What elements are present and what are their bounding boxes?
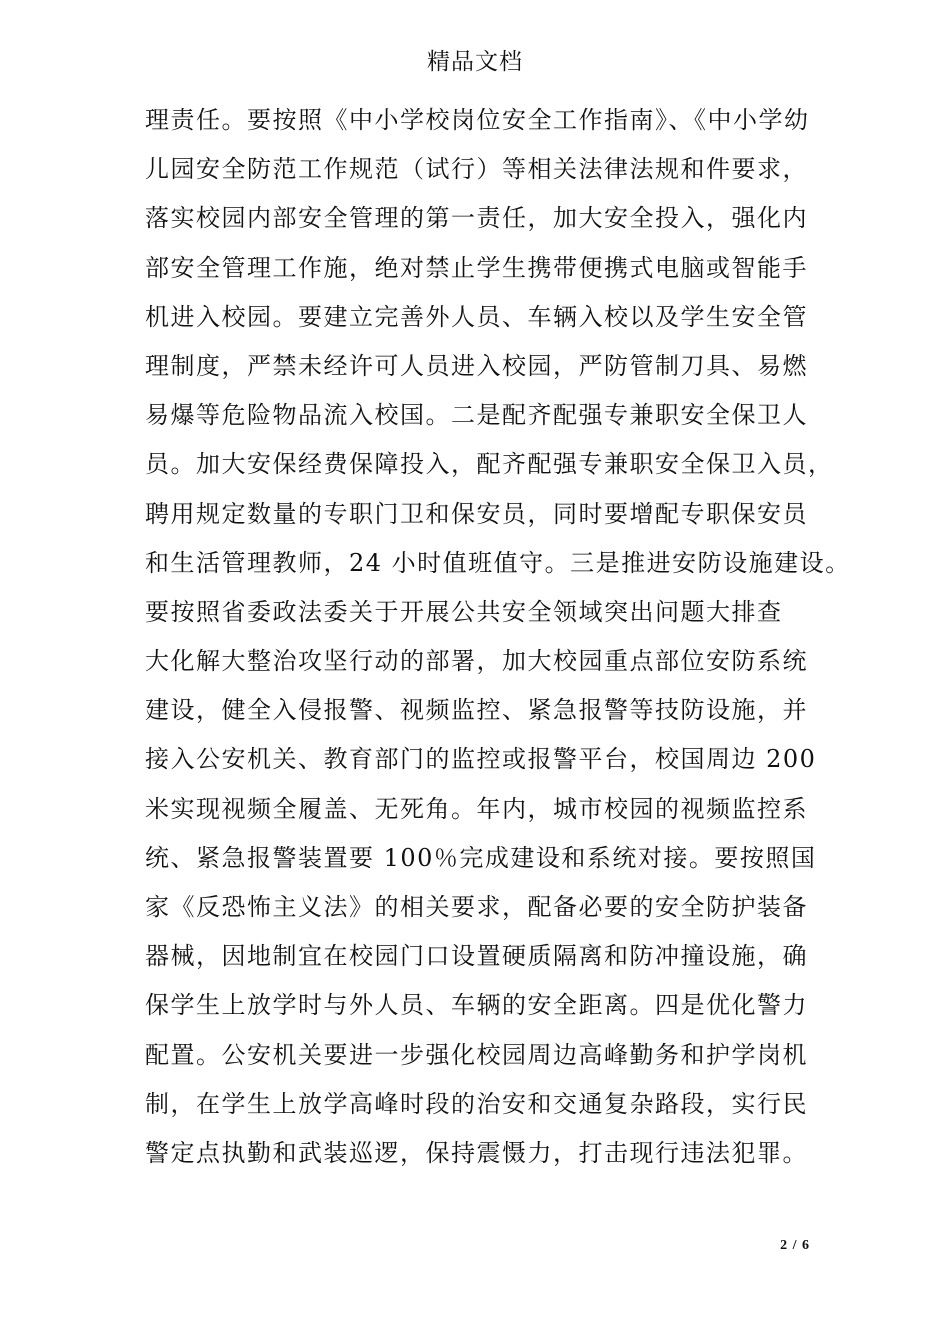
text-line: 接入公安机关、教育部门的监控或报警平台，校国周边 200 (145, 745, 817, 774)
text-line: 统、紧急报警装置要 100％完成建设和系统对接。要按照国 (145, 843, 817, 872)
text-line: 易爆等危险物品流入校国。二是配齐配强专兼职安全保卫人 (145, 401, 808, 430)
text-line: 落实校园内部安全管理的第一责任，加大安全投入，强化内 (145, 204, 808, 233)
text-line: 米实现视频全履盖、无死角。年内，城市校园的视频监控系 (145, 794, 808, 823)
text-line: 儿园安全防范工作规范（试行）等相关法律法规和件要求， (145, 155, 808, 184)
document-body (145, 96, 851, 1178)
text-line: 保学生上放学时与外人员、车辆的安全距离。四是优化警力 (145, 991, 808, 1020)
text-line: 家《反恐怖主义法》的相关要求，配备必要的安全防护装备 (145, 893, 808, 921)
text-line: 员。加大安保经费保障投入，配齐配强专兼职安全保卫入员， (145, 450, 834, 479)
text-line: 大化解大整治攻坚行动的部署，加大校园重点部位安防系统 (145, 647, 808, 676)
text-line: 聘用规定数量的专职门卫和保安员，同时要增配专职保安员 (145, 499, 808, 528)
text-line: 制，在学生上放学高峰时段的治安和交通复杂路段，实行民 (145, 1089, 808, 1118)
text-line: 部安全管理工作施，绝对禁止学生携带便携式电脑或智能手 (145, 253, 808, 282)
text-line: 机进入校园。要建立完善外人员、车辆入校以及学生安全管 (145, 302, 808, 331)
text-line: 建设，健全入侵报警、视频监控、紧急报警等技防设施，并 (145, 696, 808, 725)
text-line: 配置。公安机关要进一步强化校园周边高峰勤务和护学岗机 (145, 1040, 808, 1069)
text-line: 要按照省委政法委关于开展公共安全领域突出问题大排查 (145, 597, 783, 626)
text-line: 器械，因地制宜在校园门口设置硬质隔离和防冲撞设施，确 (145, 942, 808, 971)
page-number: 2 / 6 (780, 1238, 810, 1253)
page-header-title: 精品文档 (427, 49, 523, 75)
text-line: 警定点执勤和武装巡逻，保持震慑力，打击现行违法犯罪。 (145, 1138, 808, 1167)
text-line: 理制度，严禁未经许可人员进入校园，严防管制刀具、易燃 (145, 351, 808, 380)
text-line: 和生活管理教师，24 小时值班值守。三是推进安防设施建设。 (145, 548, 851, 577)
text-line: 理责任。要按照《中小学校岗位安全工作指南》、《中小学幼 (145, 106, 810, 134)
